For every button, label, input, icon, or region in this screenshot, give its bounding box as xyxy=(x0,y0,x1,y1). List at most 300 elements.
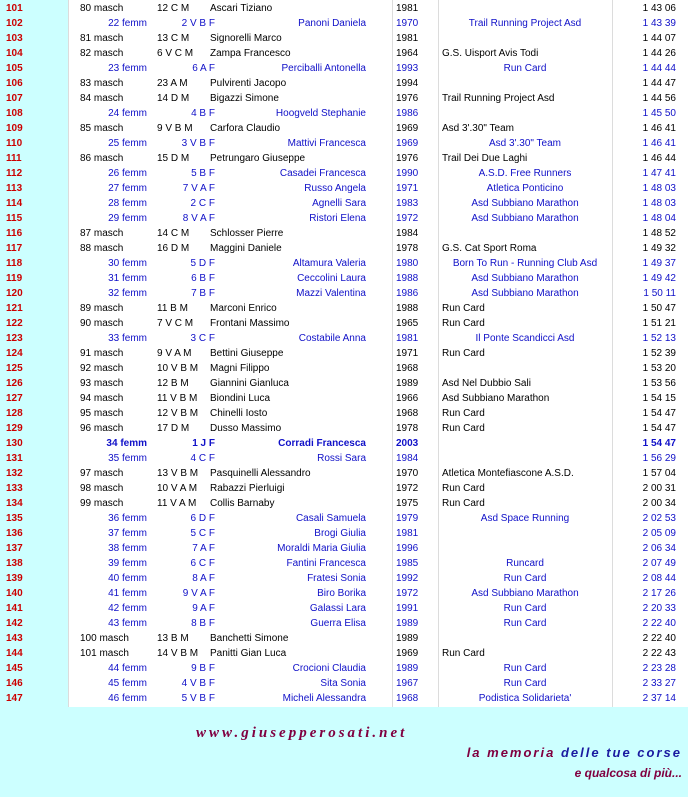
cell-time: 1 46 41 xyxy=(642,138,676,149)
cell-gen: 39 femm xyxy=(108,558,147,569)
cell-time: 2 02 53 xyxy=(642,513,676,524)
cell-team: Asd Space Running xyxy=(480,513,570,524)
cell-cat: 1 J F xyxy=(192,438,215,449)
cell-gen: 37 femm xyxy=(108,528,147,539)
cell-rank: 145 xyxy=(6,663,23,674)
cell-name: Biro Borika xyxy=(317,588,366,599)
cell-year: 1970 xyxy=(396,18,419,29)
cell-time: 1 49 37 xyxy=(642,258,676,269)
cell-time: 2 23 28 xyxy=(642,663,676,674)
cell-name: Bigazzi Simone xyxy=(210,93,279,104)
cell-gen: 31 femm xyxy=(108,273,147,284)
cell-team: Trail Dei Due Laghi xyxy=(442,153,528,164)
cell-gen: 41 femm xyxy=(108,588,147,599)
cell-rank: 146 xyxy=(6,678,23,689)
cell-cat: 6 D F xyxy=(190,513,215,524)
cell-team: Born To Run - Running Club Asd xyxy=(452,258,598,269)
cell-gen: 32 femm xyxy=(108,288,147,299)
cell-rank: 128 xyxy=(6,408,23,419)
cell-name: Galassi Lara xyxy=(309,603,366,614)
table-row xyxy=(0,691,688,706)
table-row xyxy=(0,271,688,286)
cell-gen: 45 femm xyxy=(108,678,147,689)
cell-name: Mazzi Valentina xyxy=(296,288,366,299)
cell-cat: 7 A F xyxy=(192,543,215,554)
cell-year: 1968 xyxy=(396,408,419,419)
cell-team: G.S. Uisport Avis Todi xyxy=(442,48,539,59)
cell-name: Altamura Valeria xyxy=(292,258,366,269)
cell-gen: 90 masch xyxy=(80,318,124,329)
table-row xyxy=(0,301,688,316)
cell-cat: 14 V B M xyxy=(157,648,199,659)
cell-rank: 104 xyxy=(6,48,23,59)
cell-name: Dusso Massimo xyxy=(210,423,282,434)
cell-gen: 94 masch xyxy=(80,393,124,404)
table-row xyxy=(0,526,688,541)
cell-cat: 11 V B M xyxy=(157,393,198,404)
cell-year: 1991 xyxy=(396,603,419,614)
cell-name: Sita Sonia xyxy=(320,678,366,689)
cell-rank: 134 xyxy=(6,498,23,509)
cell-time: 2 22 40 xyxy=(642,618,676,629)
table-row xyxy=(0,376,688,391)
cell-team: Asd Subbiano Marathon xyxy=(471,288,579,299)
table-row xyxy=(0,541,688,556)
cell-year: 1969 xyxy=(396,138,419,149)
cell-team: Run Card xyxy=(503,663,547,674)
cell-name: Ascari Tiziano xyxy=(210,3,273,14)
cell-year: 1964 xyxy=(396,48,419,59)
table-row xyxy=(0,331,688,346)
cell-time: 1 56 29 xyxy=(642,453,676,464)
cell-gen: 34 femm xyxy=(106,438,147,449)
cell-cat: 13 V B M xyxy=(157,468,199,479)
cell-cat: 6 V C M xyxy=(157,48,194,59)
table-row xyxy=(0,91,688,106)
cell-time: 1 53 20 xyxy=(642,363,676,374)
cell-time: 2 08 44 xyxy=(642,573,676,584)
cell-gen: 24 femm xyxy=(108,108,147,119)
cell-year: 1990 xyxy=(396,168,419,179)
cell-time: 2 17 26 xyxy=(642,588,676,599)
cell-team: Asd Subbiano Marathon xyxy=(471,588,579,599)
cell-time: 1 47 41 xyxy=(642,168,676,179)
cell-rank: 132 xyxy=(6,468,23,479)
cell-name: Signorelli Marco xyxy=(210,33,282,44)
cell-rank: 121 xyxy=(6,303,23,314)
cell-name: Guerra Elisa xyxy=(310,618,366,629)
cell-rank: 111 xyxy=(6,153,22,164)
cell-gen: 38 femm xyxy=(108,543,147,554)
table-row xyxy=(0,391,688,406)
cell-cat: 9 V A F xyxy=(182,588,215,599)
cell-year: 1992 xyxy=(396,573,419,584)
cell-time: 1 48 52 xyxy=(642,228,676,239)
cell-time: 1 46 41 xyxy=(642,123,676,134)
cell-cat: 14 D M xyxy=(157,93,190,104)
table-row xyxy=(0,286,688,301)
cell-team: Run Card xyxy=(503,63,547,74)
cell-name: Russo Angela xyxy=(304,183,366,194)
cell-time: 1 50 47 xyxy=(642,303,676,314)
cell-time: 1 43 39 xyxy=(642,18,676,29)
cell-time: 2 20 33 xyxy=(642,603,676,614)
cell-rank: 142 xyxy=(6,618,23,629)
cell-time: 1 54 47 xyxy=(642,438,676,449)
cell-team: Asd 3'.30" Team xyxy=(442,123,514,134)
cell-rank: 102 xyxy=(6,18,23,29)
cell-name: Biondini Luca xyxy=(210,393,271,404)
cell-cat: 5 V B F xyxy=(181,693,215,704)
cell-gen: 83 masch xyxy=(80,78,124,89)
cell-cat: 13 B M xyxy=(157,633,189,644)
cell-year: 1978 xyxy=(396,423,419,434)
cell-year: 1981 xyxy=(396,333,419,344)
table-row xyxy=(0,496,688,511)
table-row xyxy=(0,511,688,526)
table-row xyxy=(0,571,688,586)
cell-year: 1981 xyxy=(396,3,419,14)
cell-team: Asd Subbiano Marathon xyxy=(442,393,550,404)
cell-rank: 116 xyxy=(6,228,23,239)
cell-cat: 14 C M xyxy=(157,228,190,239)
cell-year: 1971 xyxy=(396,348,419,359)
cell-name: Maggini Daniele xyxy=(210,243,282,254)
cell-team: Trail Running Project Asd xyxy=(442,93,555,104)
cell-time: 2 22 43 xyxy=(642,648,676,659)
cell-gen: 92 masch xyxy=(80,363,124,374)
table-row xyxy=(0,586,688,601)
cell-team: Asd Subbiano Marathon xyxy=(471,213,579,224)
cell-year: 1968 xyxy=(396,693,419,704)
cell-year: 1976 xyxy=(396,93,419,104)
cell-time: 1 43 06 xyxy=(642,3,676,14)
cell-time: 2 07 49 xyxy=(642,558,676,569)
table-row xyxy=(0,61,688,76)
tagline-sub: e qualcosa di più... xyxy=(574,766,682,780)
cell-rank: 107 xyxy=(6,93,23,104)
cell-year: 1986 xyxy=(396,108,419,119)
cell-time: 1 44 47 xyxy=(642,78,676,89)
cell-cat: 9 B F xyxy=(191,663,215,674)
table-row xyxy=(0,106,688,121)
cell-team: Run Card xyxy=(503,618,547,629)
cell-name: Fratesi Sonia xyxy=(307,573,366,584)
cell-rank: 103 xyxy=(6,33,23,44)
cell-name: Banchetti Simone xyxy=(210,633,289,644)
table-row xyxy=(0,166,688,181)
cell-time: 1 48 04 xyxy=(642,213,676,224)
cell-rank: 137 xyxy=(6,543,23,554)
cell-team: Run Card xyxy=(442,348,485,359)
cell-team: A.S.D. Free Runners xyxy=(478,168,572,179)
cell-gen: 93 masch xyxy=(80,378,124,389)
cell-rank: 140 xyxy=(6,588,23,599)
cell-year: 1965 xyxy=(396,318,419,329)
cell-name: Moraldi Maria Giulia xyxy=(277,543,366,554)
cell-name: Chinelli Iosto xyxy=(210,408,268,419)
cell-rank: 131 xyxy=(6,453,23,464)
cell-gen: 96 masch xyxy=(80,423,124,434)
cell-year: 1988 xyxy=(396,273,419,284)
cell-team: Asd Subbiano Marathon xyxy=(471,198,579,209)
cell-year: 1989 xyxy=(396,633,419,644)
cell-name: Ristori Elena xyxy=(309,213,366,224)
cell-name: Zampa Francesco xyxy=(210,48,291,59)
cell-cat: 5 B F xyxy=(191,168,215,179)
cell-gen: 36 femm xyxy=(108,513,147,524)
cell-gen: 86 masch xyxy=(80,153,124,164)
table-row xyxy=(0,226,688,241)
cell-rank: 115 xyxy=(6,213,23,224)
cell-gen: 84 masch xyxy=(80,93,124,104)
cell-name: Marconi Enrico xyxy=(210,303,277,314)
cell-cat: 8 A F xyxy=(192,573,215,584)
cell-year: 1969 xyxy=(396,648,419,659)
cell-year: 1984 xyxy=(396,453,419,464)
cell-name: Casadei Francesca xyxy=(279,168,366,179)
footer xyxy=(0,707,688,797)
cell-cat: 9 V B M xyxy=(157,123,193,134)
cell-cat: 7 B F xyxy=(191,288,215,299)
cell-year: 1970 xyxy=(396,468,419,479)
cell-gen: 97 masch xyxy=(80,468,124,479)
cell-cat: 11 B M xyxy=(157,303,188,314)
table-row xyxy=(0,76,688,91)
table-row xyxy=(0,661,688,676)
cell-rank: 117 xyxy=(6,243,23,254)
table-row xyxy=(0,601,688,616)
cell-year: 1981 xyxy=(396,528,419,539)
cell-name: Rossi Sara xyxy=(317,453,366,464)
table-row xyxy=(0,436,688,451)
table-row xyxy=(0,316,688,331)
cell-gen: 88 masch xyxy=(80,243,124,254)
cell-cat: 2 C F xyxy=(190,198,215,209)
cell-name: Giannini Gianluca xyxy=(210,378,289,389)
cell-name: Perciballi Antonella xyxy=(281,63,366,74)
cell-time: 1 44 44 xyxy=(642,63,676,74)
cell-time: 1 45 50 xyxy=(642,108,676,119)
cell-team: Run Card xyxy=(503,603,547,614)
cell-time: 2 06 34 xyxy=(642,543,676,554)
cell-gen: 23 femm xyxy=(108,63,147,74)
cell-gen: 30 femm xyxy=(108,258,147,269)
cell-gen: 87 masch xyxy=(80,228,124,239)
cell-rank: 130 xyxy=(6,438,23,449)
cell-gen: 95 masch xyxy=(80,408,124,419)
cell-team: Run Card xyxy=(442,423,485,434)
table-row xyxy=(0,616,688,631)
table-row xyxy=(0,46,688,61)
cell-time: 1 48 03 xyxy=(642,198,676,209)
cell-cat: 13 C M xyxy=(157,33,190,44)
cell-rank: 108 xyxy=(6,108,23,119)
cell-team: Run Card xyxy=(442,303,485,314)
cell-name: Mattivi Francesca xyxy=(287,138,366,149)
cell-name: Casali Samuela xyxy=(295,513,366,524)
cell-gen: 35 femm xyxy=(108,453,147,464)
cell-time: 1 50 11 xyxy=(643,288,676,299)
cell-rank: 125 xyxy=(6,363,23,374)
cell-gen: 26 femm xyxy=(108,168,147,179)
cell-time: 1 54 47 xyxy=(642,408,676,419)
cell-year: 1967 xyxy=(396,678,419,689)
cell-team: Run Card xyxy=(503,678,547,689)
cell-name: Fantini Francesca xyxy=(286,558,366,569)
cell-year: 1984 xyxy=(396,228,419,239)
cell-gen: 22 femm xyxy=(108,18,147,29)
cell-cat: 12 V B M xyxy=(157,408,199,419)
cell-time: 1 44 07 xyxy=(642,33,676,44)
cell-time: 1 57 04 xyxy=(642,468,676,479)
cell-cat: 15 D M xyxy=(157,153,190,164)
cell-gen: 29 femm xyxy=(108,213,147,224)
cell-year: 1989 xyxy=(396,618,419,629)
cell-name: Hoogveld Stephanie xyxy=(275,108,366,119)
cell-rank: 133 xyxy=(6,483,23,494)
cell-year: 2003 xyxy=(396,438,419,449)
cell-rank: 139 xyxy=(6,573,23,584)
cell-cat: 10 V B M xyxy=(157,363,199,374)
table-row xyxy=(0,196,688,211)
cell-cat: 4 B F xyxy=(191,108,215,119)
cell-gen: 100 masch xyxy=(80,633,129,644)
cell-year: 1986 xyxy=(396,288,419,299)
cell-cat: 5 D F xyxy=(190,258,215,269)
cell-year: 1989 xyxy=(396,663,419,674)
table-row xyxy=(0,181,688,196)
cell-team: Asd Nel Dubbio Sali xyxy=(442,378,531,389)
table-row xyxy=(0,211,688,226)
cell-cat: 6 C F xyxy=(190,558,215,569)
cell-rank: 138 xyxy=(6,558,23,569)
cell-cat: 12 B M xyxy=(157,378,189,389)
cell-team: Trail Running Project Asd xyxy=(468,18,582,29)
cell-rank: 118 xyxy=(6,258,23,269)
table-row xyxy=(0,121,688,136)
cell-year: 1983 xyxy=(396,198,419,209)
cell-cat: 9 V A M xyxy=(157,348,192,359)
table-row xyxy=(0,646,688,661)
cell-cat: 4 C F xyxy=(190,453,215,464)
table-row xyxy=(0,406,688,421)
cell-year: 1985 xyxy=(396,558,419,569)
cell-gen: 80 masch xyxy=(80,3,124,14)
table-row xyxy=(0,556,688,571)
cell-name: Bettini Giuseppe xyxy=(210,348,284,359)
cell-cat: 17 D M xyxy=(157,423,190,434)
table-row xyxy=(0,16,688,31)
cell-gen: 27 femm xyxy=(108,183,147,194)
cell-rank: 129 xyxy=(6,423,23,434)
cell-year: 1966 xyxy=(396,393,419,404)
cell-time: 1 54 15 xyxy=(642,393,676,404)
cell-cat: 8 B F xyxy=(191,618,215,629)
cell-rank: 124 xyxy=(6,348,23,359)
cell-name: Pasquinelli Alessandro xyxy=(210,468,311,479)
cell-team: Il Ponte Scandicci Asd xyxy=(475,333,575,344)
cell-time: 1 49 42 xyxy=(642,273,676,284)
cell-team: Asd 3'.30" Team xyxy=(489,138,561,149)
cell-time: 2 00 31 xyxy=(642,483,676,494)
cell-team: Podistica Solidarieta' xyxy=(478,693,572,704)
cell-rank: 112 xyxy=(6,168,23,179)
table-row xyxy=(0,136,688,151)
cell-time: 1 51 21 xyxy=(642,318,676,329)
cell-year: 1988 xyxy=(396,303,419,314)
cell-year: 1981 xyxy=(396,33,419,44)
cell-time: 1 54 47 xyxy=(642,423,676,434)
cell-time: 1 49 32 xyxy=(642,243,676,254)
table-row xyxy=(0,31,688,46)
cell-team: Run Card xyxy=(442,318,485,329)
cell-time: 1 52 39 xyxy=(642,348,676,359)
cell-cat: 10 V A M xyxy=(157,483,198,494)
cell-rank: 126 xyxy=(6,378,23,389)
cell-name: Rabazzi Pierluigi xyxy=(210,483,285,494)
table-row xyxy=(0,676,688,691)
cell-cat: 8 V A F xyxy=(182,213,215,224)
cell-cat: 6 A F xyxy=(192,63,215,74)
cell-rank: 136 xyxy=(6,528,23,539)
table-row xyxy=(0,466,688,481)
cell-year: 1969 xyxy=(396,123,419,134)
cell-gen: 99 masch xyxy=(80,498,124,509)
cell-time: 1 52 13 xyxy=(642,333,676,344)
results-table xyxy=(0,1,688,706)
cell-gen: 81 masch xyxy=(80,33,124,44)
cell-gen: 28 femm xyxy=(108,198,147,209)
cell-rank: 101 xyxy=(6,3,23,14)
cell-team: Atletica Montefiascone A.S.D. xyxy=(442,468,574,479)
cell-time: 2 00 34 xyxy=(642,498,676,509)
cell-gen: 98 masch xyxy=(80,483,124,494)
cell-gen: 101 masch xyxy=(80,648,129,659)
table-row xyxy=(0,346,688,361)
cell-rank: 143 xyxy=(6,633,23,644)
cell-time: 2 33 27 xyxy=(642,678,676,689)
table-row xyxy=(0,1,688,16)
cell-team: Run Card xyxy=(442,498,485,509)
table-row xyxy=(0,421,688,436)
cell-team: Runcard xyxy=(506,558,544,569)
tagline xyxy=(467,745,682,760)
cell-year: 1972 xyxy=(396,213,419,224)
cell-rank: 110 xyxy=(6,138,23,149)
cell-rank: 135 xyxy=(6,513,23,524)
cell-name: Magni Filippo xyxy=(210,363,270,374)
cell-year: 1978 xyxy=(396,243,419,254)
table-row xyxy=(0,256,688,271)
cell-team: Asd Subbiano Marathon xyxy=(471,273,579,284)
cell-name: Schlosser Pierre xyxy=(210,228,284,239)
cell-name: Petrungaro Giuseppe xyxy=(210,153,306,164)
cell-gen: 40 femm xyxy=(108,573,147,584)
cell-team: Run Card xyxy=(442,483,485,494)
cell-time: 2 05 09 xyxy=(642,528,676,539)
cell-time: 1 53 56 xyxy=(642,378,676,389)
cell-gen: 91 masch xyxy=(80,348,124,359)
cell-year: 1993 xyxy=(396,63,419,74)
cell-rank: 105 xyxy=(6,63,23,74)
cell-cat: 2 V B F xyxy=(181,18,215,29)
site-link[interactable]: www.giusepperosati.net xyxy=(196,725,408,741)
cell-rank: 141 xyxy=(6,603,23,614)
cell-name: Panitti Gian Luca xyxy=(210,648,287,659)
cell-rank: 106 xyxy=(6,78,23,89)
cell-rank: 120 xyxy=(6,288,23,299)
